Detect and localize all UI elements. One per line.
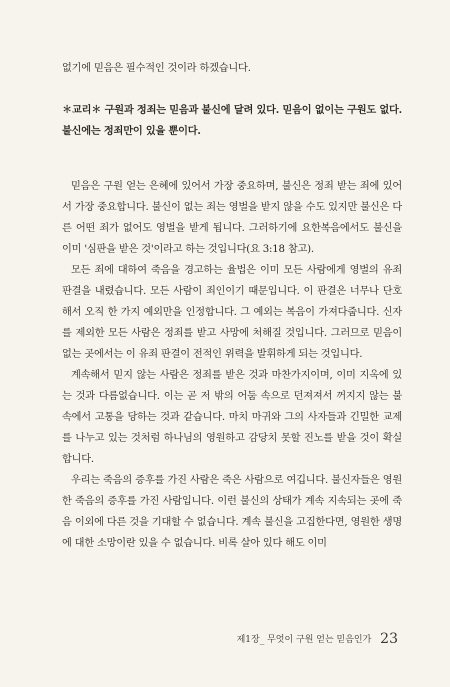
body-paragraph-1: 믿음은 구원 얻는 은혜에 있어서 가장 중요하며, 불신은 정죄 받는 죄에 있어서 가장 중요합니다. 불신이 없는 죄는 영벌을 받지 않을 수도 있지만 불신은 다른 어떤 죄가 없어도 영벌을 받게 됩니다. 그러하기에 요한복음에서도 불신을 이미 '심판을 받은 것'이라고 하는 것입니다(요 3:18 참고). <box>62 181 402 255</box>
doctrine-text: 구원과 정죄는 믿음과 불신에 달려 있다. 믿음이 없이는 구원도 없다. 불신에는 정죄만이 있을 뿐이다. <box>62 104 402 137</box>
running-head: 제1장_ 무엇이 구원 얻는 믿음인가 <box>236 635 372 645</box>
body-text <box>62 58 402 554</box>
doctrine-mark: ✽교리✽ <box>62 104 102 116</box>
page-footer <box>0 631 398 647</box>
body-paragraph-3: 계속해서 믿지 않는 사람은 정죄를 받은 것과 마찬가지이며, 이미 지옥에 있는 것과 다름없습니다. 이는 곧 저 밖의 어둠 속으로 던져져서 꺼지지 않는 불 속에서 고통을 당하는 것과 같습니다. 마치 마귀와 그의 사자들과 긴밀한 교제를 나누고 있는 것처럼 하나님의 영원하고 감당치 못할 진노를 받을 것이 확실합니다. <box>62 370 402 465</box>
body-paragraph-4: 우리는 죽음의 증후를 가진 사람은 죽은 사람으로 여깁니다. 불신자들은 영원한 죽음의 증후를 가진 사람입니다. 이런 불신의 상태가 계속 지속되는 곳에 죽음 이외에 다른 것을 기대할 수 없습니다. 계속 불신을 고집한다면, 영원한 생명에 대한 소망이란 있을 수 없습니다. 비록 살아 있다 해도 이미 <box>62 475 402 549</box>
body-paragraph-2: 모든 죄에 대하여 죽음을 경고하는 율법은 이미 모든 사람에게 영벌의 유죄 판결을 내렸습니다. 모든 사람이 죄인이기 때문입니다. 이 판결은 너무나 단호해서 오직 한 가지 예외만을 인정합니다. 그 예외는 복음이 가져다줍니다. 신자를 제외한 모든 사람은 정죄를 받고 사망에 처해질 것입니다. 그러므로 믿음이 없는 곳에서는 이 유죄 판결이 전적인 위력을 발휘하게 되는 것입니다. <box>62 265 402 360</box>
doctrine-statement <box>62 100 402 142</box>
page-number: 23 <box>380 631 398 647</box>
lead-paragraph: 없기에 믿음은 필수적인 것이라 하겠습니다. <box>62 63 251 74</box>
